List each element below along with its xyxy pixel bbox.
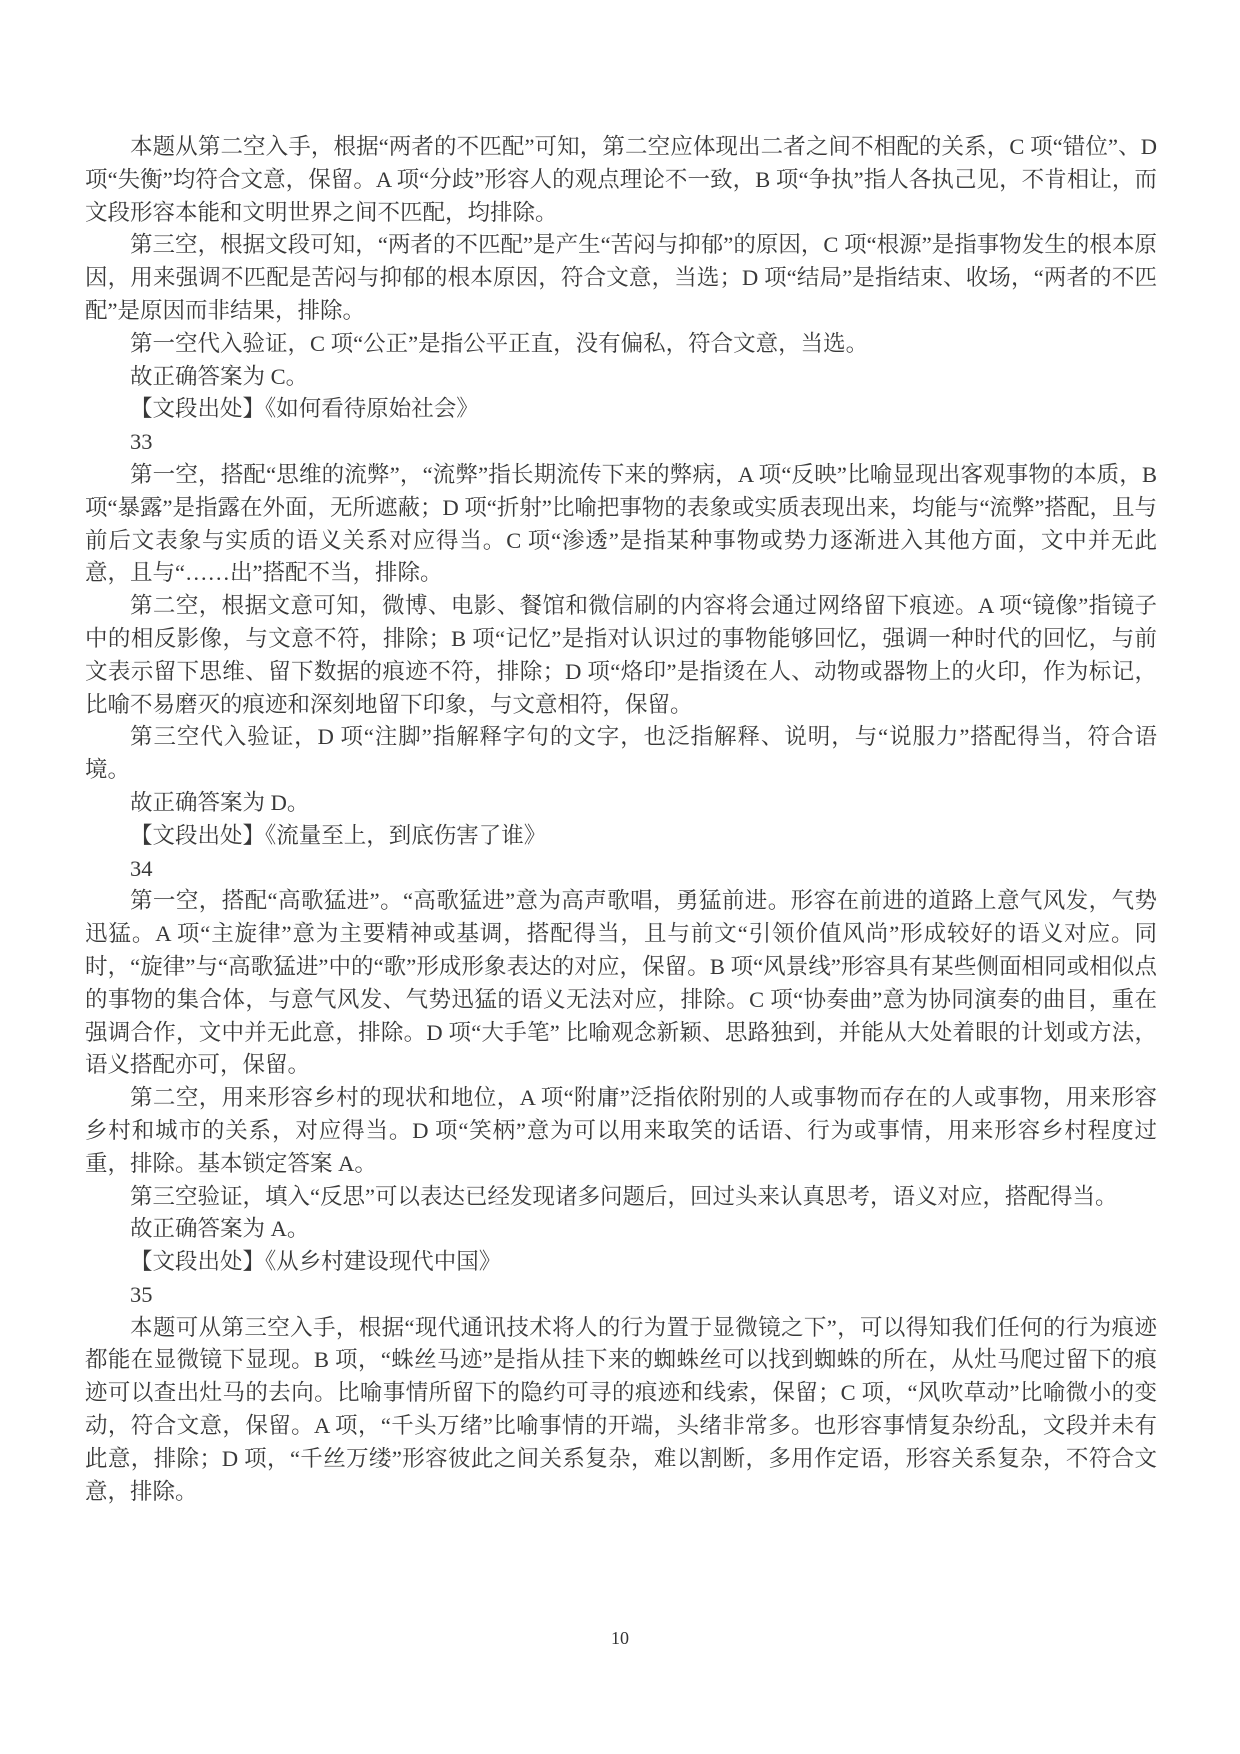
explanation-paragraph: 第一空，搭配“思维的流弊”，“流弊”指长期流传下来的弊病，A 项“反映”比喻显现出客观事物的本质，B 项“暴露”是指露在外面，无所遮蔽；D 项“折射”比喻把事物的表象或实质表现出来，均能与“流弊”搭配，且与前后文表象与实质的语义关系对应得当。C 项“渗透”是指某种事物或势力逐渐进入其他方面，文中并无此意，且与“……出”搭配不当，排除。 (85, 461, 1157, 586)
question-number-33: 33 (130, 429, 153, 455)
question-number-35: 35 (130, 1281, 153, 1307)
question-number-34: 34 (130, 855, 153, 881)
answer-statement: 故正确答案为 A。 (130, 1216, 310, 1242)
page-number: 10 (611, 1628, 629, 1648)
source-reference: 【文段出处】《流量至上，到底伤害了谁》 (130, 822, 547, 848)
explanation-paragraph: 第三空，根据文段可知，“两者的不匹配”是产生“苦闷与抑郁”的原因，C 项“根源”是指事物发生的根本原因，用来强调不匹配是苦闷与抑郁的根本原因，符合文意，当选；D 项“结局”是指结束、收场，“两者的不匹配”是原因而非结果，排除。 (85, 232, 1157, 323)
explanation-paragraph: 本题从第二空入手，根据“两者的不匹配”可知，第二空应体现出二者之间不相配的关系，C 项“错位”、D 项“失衡”均符合文意，保留。A 项“分歧”形容人的观点理论不一致，B 项“争执”指人各执己见，不肯相让，而文段形容本能和文明世界之间不匹配，均排除。 (85, 134, 1157, 225)
explanation-paragraph: 第一空，搭配“高歌猛进”。“高歌猛进”意为高声歌唱，勇猛前进。形容在前进的道路上意气风发，气势迅猛。A 项“主旋律”意为主要精神或基调，搭配得当，且与前文“引领价值风尚”形成较好的语义对应。同时，“旋律”与“高歌猛进”中的“歌”形成形象表达的对应，保留。B 项“风景线”形容具有某些侧面相同或相似点的事物的集合体，与意气风发、气势迅猛的语义无法对应，排除。C 项“协奏曲”意为协同演奏的曲目，重在强调合作，文中并无此意，排除。D 项“大手笔” 比喻观念新颖、思路独到，并能从大处着眼的计划或方法，语义搭配亦可，保留。 (85, 888, 1157, 1078)
document-body (85, 131, 1157, 1508)
explanation-paragraph: 第一空代入验证，C 项“公正”是指公平正直，没有偏私，符合文意，当选。 (130, 330, 869, 356)
explanation-paragraph: 第二空，根据文意可知，微博、电影、餐馆和微信刷的内容将会通过网络留下痕迹。A 项“镜像”指镜子中的相反影像，与文意不符，排除；B 项“记忆”是指对认识过的事物能够回忆，强调一种时代的回忆，与前文表示留下思维、留下数据的痕迹不符，排除；D 项“烙印”是指烫在人、动物或器物上的火印，作为标记，比喻不易磨灭的痕迹和深刻地留下印象，与文意相符，保留。 (85, 593, 1157, 717)
answer-statement: 故正确答案为 C。 (130, 363, 309, 389)
explanation-paragraph: 本题可从第三空入手，根据“现代通讯技术将人的行为置于显微镜之下”，可以得知我们任何的行为痕迹都能在显微镜下显现。B 项，“蛛丝马迹”是指从挂下来的蜘蛛丝可以找到蜘蛛的所在，从灶马爬过留下的痕迹可以查出灶马的去向。比喻事情所留下的隐约可寻的痕迹和线索，保留；C 项，“风吹草动”比喻微小的变动，符合文意，保留。A 项，“千头万绪”比喻事情的开端，头绪非常多。也形容事情复杂纷乱，文段并未有此意，排除；D 项，“千丝万缕”形容彼此之间关系复杂，难以割断，多用作定语，形容关系复杂，不符合文意，排除。 (85, 1314, 1157, 1504)
explanation-paragraph: 第二空，用来形容乡村的现状和地位，A 项“附庸”泛指依附别的人或事物而存在的人或事物，用来形容乡村和城市的关系，对应得当。D 项“笑柄”意为可以用来取笑的话语、行为或事情，用来形容乡村程度过重，排除。基本锁定答案 A。 (85, 1085, 1157, 1176)
source-reference: 【文段出处】《从乡村建设现代中国》 (130, 1249, 502, 1275)
answer-statement: 故正确答案为 D。 (130, 789, 310, 815)
source-reference: 【文段出处】《如何看待原始社会》 (130, 396, 479, 422)
explanation-paragraph: 第三空代入验证，D 项“注脚”指解释字句的文字，也泛指解释、说明，与“说服力”搭配得当，符合语境。 (85, 724, 1157, 783)
explanation-paragraph: 第三空验证，填入“反思”可以表达已经发现诸多问题后，回过头来认真思考，语义对应，搭配得当。 (130, 1183, 1118, 1209)
